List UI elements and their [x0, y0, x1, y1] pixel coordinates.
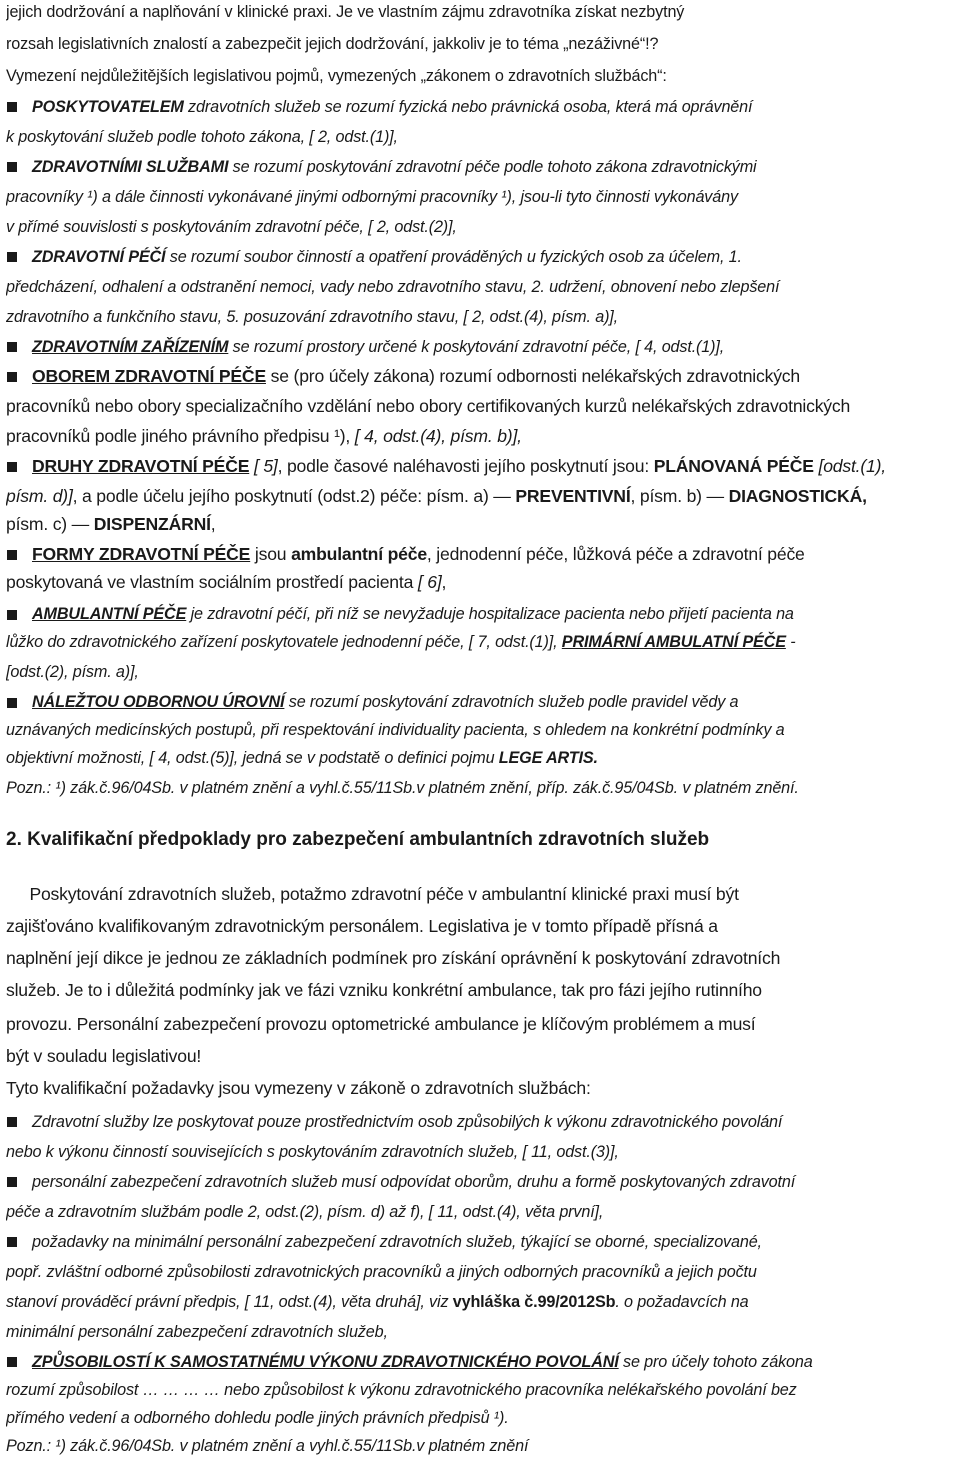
term: PREVENTIVNÍ: [515, 486, 631, 506]
text-line: přímého vedení a odborného dohledu podle jiných právních předpisů ¹).: [6, 1409, 509, 1427]
reference: písm. d)]: [6, 486, 73, 506]
definition-text: se pro účely tohoto zákona: [618, 1353, 813, 1371]
text-line: uznávaných medicínských postupů, při respektování individuality pacienta, s ohledem na konkrétní podmínky a: [6, 721, 785, 739]
term: ZDRAVOTNÍM ZAŘÍZENÍM: [32, 338, 229, 356]
text-line: zdravotního a funkčního stavu, 5. posuzování zdravotního stavu, [ 2, odst.(4), písm. a)],: [6, 308, 619, 326]
term: PLÁNOVANÁ PÉČE: [653, 456, 814, 476]
reference: [ 6]: [417, 572, 442, 592]
term: DIAGNOSTICKÁ,: [728, 486, 867, 506]
definition-poskytovatel: [6, 95, 960, 119]
text-line: minimální personální zabezpečení zdravotních služeb,: [6, 1323, 388, 1341]
term: AMBULANTNÍ PÉČE: [32, 605, 187, 623]
term: ZDRAVOTNÍMI SLUŽBAMI: [32, 158, 229, 176]
term: FORMY ZDRAVOTNÍ PÉČE: [32, 544, 251, 564]
regulation-ref: vyhláška č.99/2012Sb: [452, 1293, 616, 1311]
text-line: pracovníky ¹) a dále činnosti vykonávané jinými odbornými pracovníky ¹), jsou-li tyto činnosti vykonávány: [6, 188, 738, 206]
text-span: ,: [441, 572, 447, 592]
text-line: jejich dodržování a naplňování v klinické praxi. Je ve vlastním zájmu zdravotníka získat nezbytný: [6, 3, 685, 21]
requirement-item: požadavky na minimální personální zabezpečení zdravotních služeb, týkající se oborné, specializované,: [32, 1233, 762, 1251]
text-line: k poskytování služeb podle tohoto zákona, [ 2, odst.(1)],: [6, 128, 398, 146]
text-span: ,: [210, 514, 216, 534]
definition-druhy-pece: [6, 454, 960, 478]
text-line: pracovníků nebo obory specializačního vzdělání nebo obory certifikovaných kurzů nelékařských zdravotnických: [6, 396, 851, 416]
reference: [odst.(1),: [813, 456, 886, 476]
text-span: písm. c) —: [6, 514, 94, 534]
text-line: [6, 570, 958, 594]
term: DRUHY ZDRAVOTNÍ PÉČE: [32, 456, 250, 476]
definition-obor-pece: [6, 364, 960, 388]
definition-text: se rozumí poskytování zdravotních služeb podle pravidel vědy a: [284, 693, 739, 711]
definition-text: zdravotních služeb se rozumí fyzická nebo právnická osoba, která má oprávnění: [183, 98, 753, 116]
footnote: Pozn.: ¹) zák.č.96/04Sb. v platném znění a vyhl.č.55/11Sb.v platném znění, příp. zák.č.95/04Sb. v platném znění.: [6, 779, 799, 797]
text-line: péče a zdravotním službám podle 2, odst.(2), písm. d) až f), [ 11, odst.(4), věta první],: [6, 1203, 604, 1221]
text-line: rozumí způsobilost … … … … nebo způsobilost k výkonu zdravotnického pracovníka nelékařského povolání bez: [6, 1381, 797, 1399]
text-span: poskytovaná ve vlastním sociálním prostředí pacienta: [6, 572, 418, 592]
definition-zpusobilost: [6, 1350, 960, 1374]
definition-text: je zdravotní péčí, při níž se nevyžaduje hospitalizace pacienta nebo přijetí pacienta na: [186, 605, 794, 623]
definition-zdravotni-pece: [6, 245, 960, 269]
requirement-item: personální zabezpečení zdravotních služeb musí odpovídat oborům, druhu a formě poskytovaných zdravotní: [32, 1173, 796, 1191]
term: LEGE ARTIS.: [498, 749, 598, 767]
reference: [ 5]: [249, 456, 278, 476]
term: POSKYTOVATELEM: [32, 98, 184, 116]
term: PRIMÁRNÍ AMBULATNÍ PÉČE: [561, 633, 786, 651]
text-span: , písm. b) —: [630, 486, 729, 506]
paragraph-line: zajišťováno kvalifikovaným zdravotnickým personálem. Legislativa je v tomto případě přísná a: [6, 916, 718, 936]
section-heading: 2. Kvalifikační předpoklady pro zabezpečení ambulantních zdravotních služeb: [6, 829, 710, 850]
text-span: objektivní možnosti, [ 4, odst.(5)], jedná se v podstatě o definici pojmu: [6, 749, 499, 767]
paragraph-line: naplnění její dikce je jednou ze základních podmínek pro získání oprávnění k poskytování zdravotních: [6, 948, 781, 968]
text-line: předcházení, odhalení a odstranění nemoci, vady nebo zdravotního stavu, 2. udržení, obnovení nebo zlepšení: [6, 278, 780, 296]
text-line: nebo k výkonu činností souvisejících s poskytováním zdravotních služeb, [ 11, odst.(3)],: [6, 1143, 619, 1161]
definition-text: se rozumí soubor činností a opatření prováděných u fyzických osob za účelem, 1.: [165, 248, 742, 266]
paragraph-line: být v souladu legislativou!: [6, 1046, 202, 1066]
term: OBOREM ZDRAVOTNÍ PÉČE: [32, 366, 266, 386]
term: ZPŮSOBILOSTÍ K SAMOSTATNÉMU VÝKONU ZDRAVOTNICKÉHO POVOLÁNÍ: [32, 1353, 619, 1371]
requirement-item: Zdravotní služby lze poskytovat pouze prostřednictvím osob způsobilých k výkonu zdravotnického povolání: [32, 1113, 783, 1131]
text-line: v přímé souvislosti s poskytováním zdravotní péče, [ 2, odst.(2)],: [6, 218, 457, 236]
text-span: jsou: [250, 544, 292, 564]
reference: [ 4, odst.(4), písm. b)],: [354, 426, 522, 446]
term: DISPENZÁRNÍ: [93, 514, 211, 534]
definition-nalezita-odbornost: [6, 690, 960, 714]
text-line: [6, 746, 958, 770]
text-line: [odst.(2), písm. a)],: [6, 663, 139, 681]
text-span: stanoví prováděcí právní předpis, [ 11, odst.(4), věta druhá], viz: [6, 1293, 453, 1311]
text-span: , a podle účelu jejího poskytnutí (odst.2) péče: písm. a) —: [72, 486, 516, 506]
paragraph-line: Poskytování zdravotních služeb, potažmo zdravotní péče v ambulantní klinické praxi musí být: [6, 884, 739, 904]
paragraph-line: služeb. Je to i důležitá podmínky jak ve fázi vzniku konkrétní ambulance, tak pro fázi jejího rutinního: [6, 980, 762, 1000]
paragraph-line: provozu. Personální zabezpečení provozu optometrické ambulance je klíčovým problémem a musí: [6, 1014, 756, 1034]
term: ZDRAVOTNÍ PÉČÍ: [32, 248, 166, 266]
definition-zdravotni-sluzby: [6, 155, 960, 179]
term: NÁLEŽTOU ODBORNOU ÚROVNÍ: [32, 693, 285, 711]
definition-zdravotni-zarizeni: [6, 335, 960, 359]
term: ambulantní péče: [291, 544, 427, 564]
definition-ambulantni-pece: [6, 602, 960, 626]
text-line: [6, 484, 958, 508]
text-line: popř. zvláštní odborné způsobilosti zdravotnických pracovníků a jiných odborných pracovníků a jejich počtu: [6, 1263, 757, 1281]
definition-text: se (pro účely zákona) rozumí odbornosti nelékařských zdravotnických: [265, 366, 800, 386]
text-span: -: [785, 633, 796, 651]
definition-formy-pece: [6, 542, 960, 566]
text-line: Vymezení nejdůležitějších legislativou pojmů, vymezených „zákonem o zdravotních službách“:: [6, 67, 667, 85]
text-line: [6, 1290, 958, 1314]
paragraph-line: Tyto kvalifikační požadavky jsou vymezeny v zákoně o zdravotních službách:: [6, 1078, 591, 1098]
text-span: . o požadavcích na: [615, 1293, 749, 1311]
definition-text: se rozumí poskytování zdravotní péče podle tohoto zákona zdravotnickými: [228, 158, 757, 176]
text-span: pracovníků podle jiného právního předpisu ¹),: [6, 426, 355, 446]
text-line: [6, 424, 958, 448]
text-span: , jednodenní péče, lůžková péče a zdravotní péče: [426, 544, 805, 564]
text-line: [6, 512, 958, 536]
text-span: , podle časové naléhavosti jejího poskytnutí jsou:: [277, 456, 654, 476]
text-line: rozsah legislativních znalostí a zabezpečit jejich dodržování, jakkoliv je to téma „nezáživné“!?: [6, 35, 659, 53]
footnote: Pozn.: ¹) zák.č.96/04Sb. v platném znění a vyhl.č.55/11Sb.v platném znění: [6, 1437, 529, 1455]
text-span: lůžko do zdravotnického zařízení poskytovatele jednodenní péče, [ 7, odst.(1)],: [6, 633, 562, 651]
text-line: [6, 630, 958, 654]
definition-text: se rozumí prostory určené k poskytování zdravotní péče, [ 4, odst.(1)],: [228, 338, 725, 356]
